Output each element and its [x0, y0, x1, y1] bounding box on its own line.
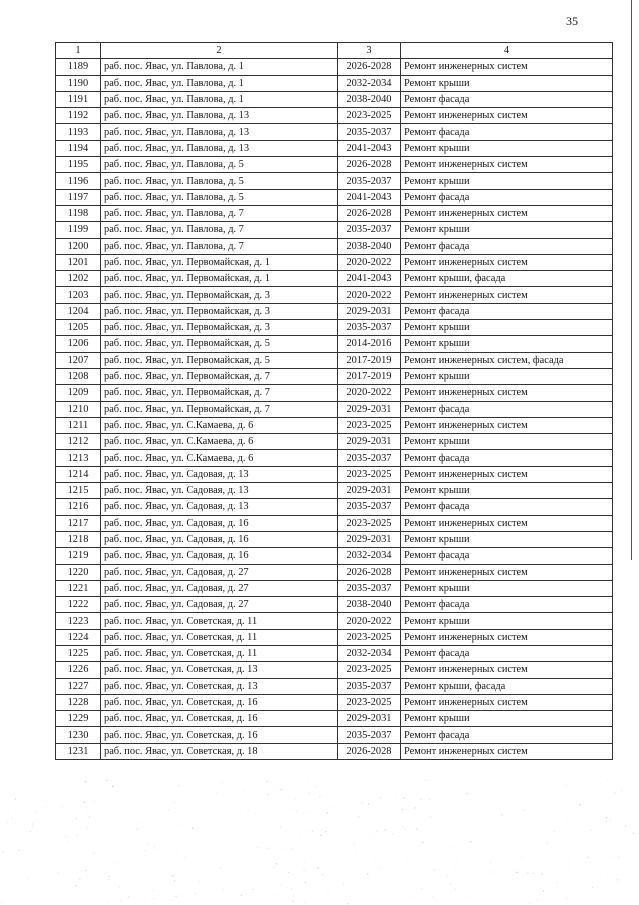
- period-cell: 2026-2028: [338, 743, 401, 759]
- address-cell: раб. пос. Явас, ул. Советская, д. 11: [101, 629, 338, 645]
- work-type-cell: Ремонт инженерных систем: [401, 417, 613, 433]
- period-cell: 2032-2034: [338, 645, 401, 661]
- row-number-cell: 1192: [56, 108, 101, 124]
- address-cell: раб. пос. Явас, ул. Советская, д. 16: [101, 694, 338, 710]
- work-type-cell: Ремонт крыши: [401, 140, 613, 156]
- table-row: [56, 157, 613, 173]
- address-cell: раб. пос. Явас, ул. С.Камаева, д. 6: [101, 434, 338, 450]
- row-number-cell: 1209: [56, 385, 101, 401]
- table-row: [56, 580, 613, 596]
- table-row: [56, 352, 613, 368]
- period-cell: 2023-2025: [338, 694, 401, 710]
- column-header-1: 1: [56, 43, 101, 59]
- table-row: [56, 548, 613, 564]
- work-type-cell: Ремонт инженерных систем: [401, 157, 613, 173]
- table-row: [56, 238, 613, 254]
- work-type-cell: Ремонт инженерных систем: [401, 205, 613, 221]
- table-row: [56, 678, 613, 694]
- period-cell: 2026-2028: [338, 59, 401, 75]
- period-cell: 2035-2037: [338, 320, 401, 336]
- work-type-cell: Ремонт фасада: [401, 303, 613, 319]
- period-cell: 2023-2025: [338, 629, 401, 645]
- period-cell: 2035-2037: [338, 499, 401, 515]
- row-number-cell: 1205: [56, 320, 101, 336]
- table-row: [56, 205, 613, 221]
- row-number-cell: 1201: [56, 254, 101, 270]
- work-type-cell: Ремонт крыши: [401, 711, 613, 727]
- work-type-cell: Ремонт фасада: [401, 727, 613, 743]
- row-number-cell: 1221: [56, 580, 101, 596]
- row-number-cell: 1218: [56, 531, 101, 547]
- period-cell: 2038-2040: [338, 91, 401, 107]
- work-type-cell: Ремонт инженерных систем: [401, 466, 613, 482]
- scan-edge-line: [631, 0, 632, 560]
- row-number-cell: 1206: [56, 336, 101, 352]
- row-number-cell: 1189: [56, 59, 101, 75]
- work-type-cell: Ремонт фасада: [401, 645, 613, 661]
- table-row: [56, 108, 613, 124]
- address-cell: раб. пос. Явас, ул. Садовая, д. 27: [101, 597, 338, 613]
- address-cell: раб. пос. Явас, ул. Первомайская, д. 7: [101, 385, 338, 401]
- work-type-cell: Ремонт фасада: [401, 124, 613, 140]
- period-cell: 2035-2037: [338, 678, 401, 694]
- work-type-cell: Ремонт фасада: [401, 401, 613, 417]
- work-type-cell: Ремонт инженерных систем: [401, 59, 613, 75]
- row-number-cell: 1195: [56, 157, 101, 173]
- row-number-cell: 1210: [56, 401, 101, 417]
- table-row: [56, 434, 613, 450]
- table-row: [56, 368, 613, 384]
- row-number-cell: 1196: [56, 173, 101, 189]
- row-number-cell: 1220: [56, 564, 101, 580]
- table-row: [56, 466, 613, 482]
- row-number-cell: 1224: [56, 629, 101, 645]
- table-row: [56, 254, 613, 270]
- column-header-3: 3: [338, 43, 401, 59]
- table-row: [56, 450, 613, 466]
- period-cell: 2035-2037: [338, 173, 401, 189]
- period-cell: 2023-2025: [338, 417, 401, 433]
- address-cell: раб. пос. Явас, ул. Первомайская, д. 3: [101, 320, 338, 336]
- address-cell: раб. пос. Явас, ул. Павлова, д. 13: [101, 124, 338, 140]
- work-type-cell: Ремонт инженерных систем: [401, 108, 613, 124]
- work-type-cell: Ремонт инженерных систем: [401, 385, 613, 401]
- row-number-cell: 1214: [56, 466, 101, 482]
- work-type-cell: Ремонт крыши, фасада: [401, 678, 613, 694]
- work-type-cell: Ремонт фасада: [401, 189, 613, 205]
- period-cell: 2023-2025: [338, 108, 401, 124]
- period-cell: 2041-2043: [338, 271, 401, 287]
- work-type-cell: Ремонт инженерных систем, фасада: [401, 352, 613, 368]
- address-cell: раб. пос. Явас, ул. Советская, д. 16: [101, 711, 338, 727]
- period-cell: 2017-2019: [338, 352, 401, 368]
- table-row: [56, 336, 613, 352]
- address-cell: раб. пос. Явас, ул. Первомайская, д. 5: [101, 352, 338, 368]
- address-cell: раб. пос. Явас, ул. Садовая, д. 27: [101, 580, 338, 596]
- repair-schedule-table: [55, 42, 613, 760]
- work-type-cell: Ремонт инженерных систем: [401, 254, 613, 270]
- period-cell: 2023-2025: [338, 466, 401, 482]
- column-header-4: 4: [401, 43, 613, 59]
- work-type-cell: Ремонт крыши: [401, 368, 613, 384]
- period-cell: 2023-2025: [338, 515, 401, 531]
- address-cell: раб. пос. Явас, ул. С.Камаева, д. 6: [101, 450, 338, 466]
- address-cell: раб. пос. Явас, ул. Садовая, д. 13: [101, 483, 338, 499]
- work-type-cell: Ремонт крыши: [401, 483, 613, 499]
- work-type-cell: Ремонт фасада: [401, 450, 613, 466]
- period-cell: 2035-2037: [338, 580, 401, 596]
- table-row: [56, 59, 613, 75]
- work-type-cell: Ремонт инженерных систем: [401, 662, 613, 678]
- work-type-cell: Ремонт инженерных систем: [401, 564, 613, 580]
- work-type-cell: Ремонт крыши: [401, 75, 613, 91]
- address-cell: раб. пос. Явас, ул. Садовая, д. 16: [101, 548, 338, 564]
- page-number: 35: [566, 14, 578, 28]
- work-type-cell: Ремонт крыши, фасада: [401, 271, 613, 287]
- address-cell: раб. пос. Явас, ул. Советская, д. 11: [101, 613, 338, 629]
- address-cell: раб. пос. Явас, ул. Первомайская, д. 1: [101, 254, 338, 270]
- row-number-cell: 1212: [56, 434, 101, 450]
- period-cell: 2014-2016: [338, 336, 401, 352]
- table-row: [56, 597, 613, 613]
- table-row: [56, 271, 613, 287]
- row-number-cell: 1226: [56, 662, 101, 678]
- address-cell: раб. пос. Явас, ул. Павлова, д. 1: [101, 59, 338, 75]
- work-type-cell: Ремонт инженерных систем: [401, 629, 613, 645]
- table-row: [56, 564, 613, 580]
- period-cell: 2020-2022: [338, 385, 401, 401]
- row-number-cell: 1217: [56, 515, 101, 531]
- column-header-2: 2: [101, 43, 338, 59]
- row-number-cell: 1223: [56, 613, 101, 629]
- table-row: [56, 140, 613, 156]
- period-cell: 2029-2031: [338, 531, 401, 547]
- table-row: [56, 401, 613, 417]
- work-type-cell: Ремонт крыши: [401, 613, 613, 629]
- address-cell: раб. пос. Явас, ул. Садовая, д. 16: [101, 515, 338, 531]
- period-cell: 2029-2031: [338, 434, 401, 450]
- row-number-cell: 1231: [56, 743, 101, 759]
- period-cell: 2026-2028: [338, 157, 401, 173]
- address-cell: раб. пос. Явас, ул. Павлова, д. 5: [101, 157, 338, 173]
- row-number-cell: 1228: [56, 694, 101, 710]
- row-number-cell: 1204: [56, 303, 101, 319]
- work-type-cell: Ремонт фасада: [401, 548, 613, 564]
- table-row: [56, 483, 613, 499]
- row-number-cell: 1230: [56, 727, 101, 743]
- table-row: [56, 743, 613, 759]
- work-type-cell: Ремонт инженерных систем: [401, 694, 613, 710]
- address-cell: раб. пос. Явас, ул. Первомайская, д. 3: [101, 303, 338, 319]
- address-cell: раб. пос. Явас, ул. Павлова, д. 5: [101, 189, 338, 205]
- row-number-cell: 1222: [56, 597, 101, 613]
- period-cell: 2017-2019: [338, 368, 401, 384]
- table-row: [56, 711, 613, 727]
- work-type-cell: Ремонт крыши: [401, 173, 613, 189]
- work-type-cell: Ремонт инженерных систем: [401, 287, 613, 303]
- row-number-cell: 1215: [56, 483, 101, 499]
- period-cell: 2035-2037: [338, 727, 401, 743]
- row-number-cell: 1208: [56, 368, 101, 384]
- address-cell: раб. пос. Явас, ул. Садовая, д. 27: [101, 564, 338, 580]
- row-number-cell: 1227: [56, 678, 101, 694]
- period-cell: 2020-2022: [338, 287, 401, 303]
- row-number-cell: 1200: [56, 238, 101, 254]
- table-header-row: [56, 43, 613, 59]
- period-cell: 2020-2022: [338, 254, 401, 270]
- period-cell: 2038-2040: [338, 597, 401, 613]
- table-row: [56, 189, 613, 205]
- table-row: [56, 385, 613, 401]
- table-row: [56, 222, 613, 238]
- address-cell: раб. пос. Явас, ул. Павлова, д. 7: [101, 238, 338, 254]
- table-row: [56, 727, 613, 743]
- row-number-cell: 1194: [56, 140, 101, 156]
- address-cell: раб. пос. Явас, ул. Первомайская, д. 1: [101, 271, 338, 287]
- table-row: [56, 320, 613, 336]
- table-row: [56, 613, 613, 629]
- address-cell: раб. пос. Явас, ул. Павлова, д. 7: [101, 222, 338, 238]
- period-cell: 2035-2037: [338, 450, 401, 466]
- row-number-cell: 1190: [56, 75, 101, 91]
- row-number-cell: 1202: [56, 271, 101, 287]
- address-cell: раб. пос. Явас, ул. Садовая, д. 13: [101, 499, 338, 515]
- address-cell: раб. пос. Явас, ул. Павлова, д. 1: [101, 75, 338, 91]
- row-number-cell: 1198: [56, 205, 101, 221]
- table-row: [56, 75, 613, 91]
- period-cell: 2032-2034: [338, 75, 401, 91]
- table-row: [56, 515, 613, 531]
- period-cell: 2020-2022: [338, 613, 401, 629]
- address-cell: раб. пос. Явас, ул. Павлова, д. 13: [101, 140, 338, 156]
- row-number-cell: 1219: [56, 548, 101, 564]
- row-number-cell: 1211: [56, 417, 101, 433]
- table-body: [56, 59, 613, 760]
- row-number-cell: 1225: [56, 645, 101, 661]
- table-row: [56, 499, 613, 515]
- scan-noise: [0, 780, 639, 905]
- table-row: [56, 662, 613, 678]
- table-row: [56, 91, 613, 107]
- address-cell: раб. пос. Явас, ул. Советская, д. 13: [101, 678, 338, 694]
- period-cell: 2038-2040: [338, 238, 401, 254]
- table-row: [56, 531, 613, 547]
- address-cell: раб. пос. Явас, ул. Первомайская, д. 7: [101, 401, 338, 417]
- period-cell: 2041-2043: [338, 140, 401, 156]
- row-number-cell: 1191: [56, 91, 101, 107]
- work-type-cell: Ремонт фасада: [401, 597, 613, 613]
- row-number-cell: 1216: [56, 499, 101, 515]
- address-cell: раб. пос. Явас, ул. Советская, д. 13: [101, 662, 338, 678]
- address-cell: раб. пос. Явас, ул. Первомайская, д. 7: [101, 368, 338, 384]
- table-row: [56, 645, 613, 661]
- row-number-cell: 1193: [56, 124, 101, 140]
- period-cell: 2035-2037: [338, 124, 401, 140]
- period-cell: 2029-2031: [338, 483, 401, 499]
- table-row: [56, 694, 613, 710]
- work-type-cell: Ремонт крыши: [401, 222, 613, 238]
- work-type-cell: Ремонт фасада: [401, 238, 613, 254]
- table-row: [56, 303, 613, 319]
- row-number-cell: 1197: [56, 189, 101, 205]
- address-cell: раб. пос. Явас, ул. Советская, д. 16: [101, 727, 338, 743]
- address-cell: раб. пос. Явас, ул. Первомайская, д. 5: [101, 336, 338, 352]
- table-row: [56, 124, 613, 140]
- period-cell: 2026-2028: [338, 205, 401, 221]
- work-type-cell: Ремонт крыши: [401, 434, 613, 450]
- table-row: [56, 287, 613, 303]
- row-number-cell: 1213: [56, 450, 101, 466]
- address-cell: раб. пос. Явас, ул. С.Камаева, д. 6: [101, 417, 338, 433]
- table-row: [56, 417, 613, 433]
- work-type-cell: Ремонт крыши: [401, 336, 613, 352]
- period-cell: 2029-2031: [338, 303, 401, 319]
- address-cell: раб. пос. Явас, ул. Садовая, д. 13: [101, 466, 338, 482]
- address-cell: раб. пос. Явас, ул. Советская, д. 11: [101, 645, 338, 661]
- work-type-cell: Ремонт фасада: [401, 91, 613, 107]
- period-cell: 2041-2043: [338, 189, 401, 205]
- address-cell: раб. пос. Явас, ул. Павлова, д. 7: [101, 205, 338, 221]
- work-type-cell: Ремонт инженерных систем: [401, 515, 613, 531]
- period-cell: 2023-2025: [338, 662, 401, 678]
- row-number-cell: 1229: [56, 711, 101, 727]
- address-cell: раб. пос. Явас, ул. Павлова, д. 5: [101, 173, 338, 189]
- work-type-cell: Ремонт фасада: [401, 499, 613, 515]
- period-cell: 2029-2031: [338, 401, 401, 417]
- row-number-cell: 1207: [56, 352, 101, 368]
- work-type-cell: Ремонт крыши: [401, 320, 613, 336]
- period-cell: 2035-2037: [338, 222, 401, 238]
- row-number-cell: 1203: [56, 287, 101, 303]
- address-cell: раб. пос. Явас, ул. Первомайская, д. 3: [101, 287, 338, 303]
- address-cell: раб. пос. Явас, ул. Садовая, д. 16: [101, 531, 338, 547]
- address-cell: раб. пос. Явас, ул. Павлова, д. 1: [101, 91, 338, 107]
- table-row: [56, 629, 613, 645]
- work-type-cell: Ремонт крыши: [401, 531, 613, 547]
- table-row: [56, 173, 613, 189]
- period-cell: 2032-2034: [338, 548, 401, 564]
- row-number-cell: 1199: [56, 222, 101, 238]
- address-cell: раб. пос. Явас, ул. Советская, д. 18: [101, 743, 338, 759]
- address-cell: раб. пос. Явас, ул. Павлова, д. 13: [101, 108, 338, 124]
- period-cell: 2029-2031: [338, 711, 401, 727]
- work-type-cell: Ремонт крыши: [401, 580, 613, 596]
- period-cell: 2026-2028: [338, 564, 401, 580]
- work-type-cell: Ремонт инженерных систем: [401, 743, 613, 759]
